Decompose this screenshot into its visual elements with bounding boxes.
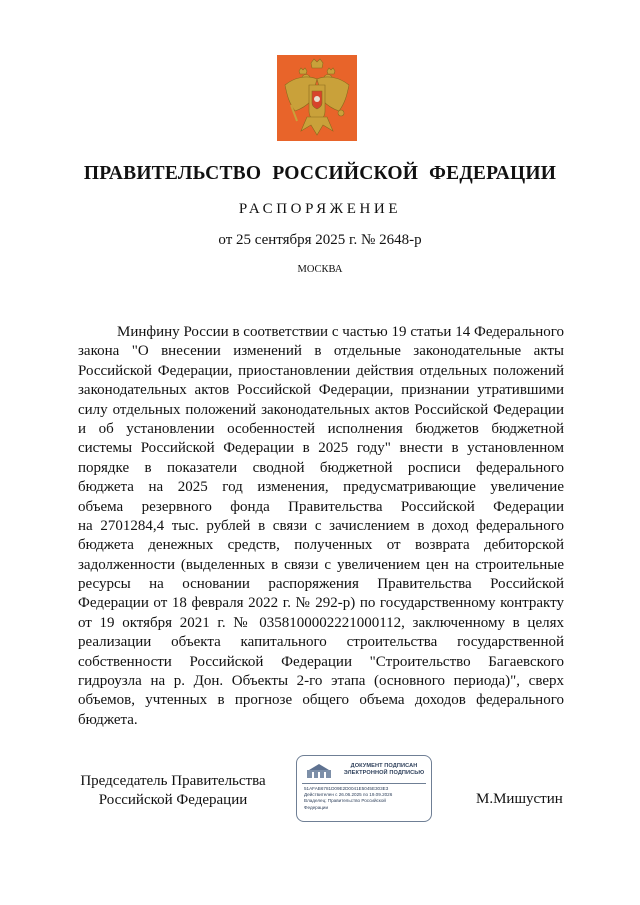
stamp-divider: [302, 783, 426, 784]
body-line: собственности Российской Федерации "Строительство Багаевского: [78, 653, 564, 670]
stamp-title-line1: ДОКУМЕНТ ПОДПИСАН: [350, 763, 418, 769]
body-line: Федерации от 18 февраля 2022 г. № 292-р) по государственному контракту: [78, 595, 564, 612]
body-line: ресурсы на основании распоряжения Правительства Российской: [78, 576, 564, 593]
stamp-details: [304, 786, 428, 811]
stamp-owner-line1: Владелец: Правительство Российской: [304, 798, 386, 804]
document-date-number: от 25 сентября 2025 г. № 2648-р: [218, 232, 422, 248]
signer-name: М.Мишустин: [476, 791, 563, 807]
coat-of-arms-icon: [277, 55, 357, 141]
emblem-seal-icon: [303, 762, 335, 780]
body-line: бюджета денежных средств, полученных от возврата дебиторской: [78, 537, 564, 554]
body-line: законодательных актов Российской Федерации, признании утратившими: [78, 382, 564, 399]
body-line: Российской Федерации, приостановлении действия отдельных положений: [78, 362, 564, 379]
body-line: объемов, учтенных в прогнозе общего объема доходов федерального: [78, 692, 564, 709]
stamp-owner-line2: Федерации: [304, 804, 329, 810]
body-line: закона "О внесении изменений в отдельные законодательные акты: [78, 343, 564, 360]
document-type: РАСПОРЯЖЕНИЕ: [238, 201, 402, 217]
stamp-validity: Действителен с 26.06.2025 по 19.09.2026: [304, 792, 393, 798]
body-line: от 19 октября 2021 г. № 0358100002221000112, заключенному в целях: [78, 614, 564, 631]
document-body: [78, 323, 564, 730]
body-line: Минфину России в соответствии с частью 19 статьи 14 Федерального: [117, 324, 564, 340]
body-line: порядке в показатели сводной бюджетной росписи федерального: [78, 459, 564, 476]
electronic-signature-stamp: [296, 755, 432, 822]
stamp-title: [341, 763, 427, 777]
body-line: бюджета на 2025 год изменения, предусматривающие увеличение: [78, 479, 564, 496]
signer-position: [78, 772, 268, 810]
document-city: МОСКВА: [297, 264, 343, 275]
body-line: системы Российской Федерации в 2025 году" внести в установленном: [78, 440, 564, 457]
body-line: и об установлении особенностей исполнения бюджетов бюджетной: [78, 420, 564, 437]
government-title: ПРАВИТЕЛЬСТВО РОССИЙСКОЙ ФЕДЕРАЦИИ: [83, 163, 557, 184]
body-line: бюджета.: [78, 711, 138, 728]
body-line: объема резервного фонда Правительства Российской Федерации: [78, 498, 564, 515]
body-line: силу отдельных положений законодательных актов Российской Федерации: [78, 401, 564, 418]
stamp-serial: 51AFAB6781D09E2D0041E5045E303E3: [304, 786, 389, 791]
body-line: задолженности (выделенных в связи с увеличением цен на строительные: [78, 556, 564, 573]
signer-position-line2: Российской Федерации: [98, 792, 248, 808]
stamp-title-line2: ЭЛЕКТРОННОЙ ПОДПИСЬЮ: [343, 770, 425, 776]
body-line: реализации объекта капитального строительства государственной: [78, 634, 564, 651]
signer-position-line1: Председатель Правительства: [80, 773, 266, 789]
body-line: гидроузла на р. Дон. Объекты 2-го этапа (основного периода)", сверх: [78, 673, 564, 690]
body-line: на 2701284,4 тыс. рублей в связи с зачислением в доход федерального: [78, 517, 564, 534]
